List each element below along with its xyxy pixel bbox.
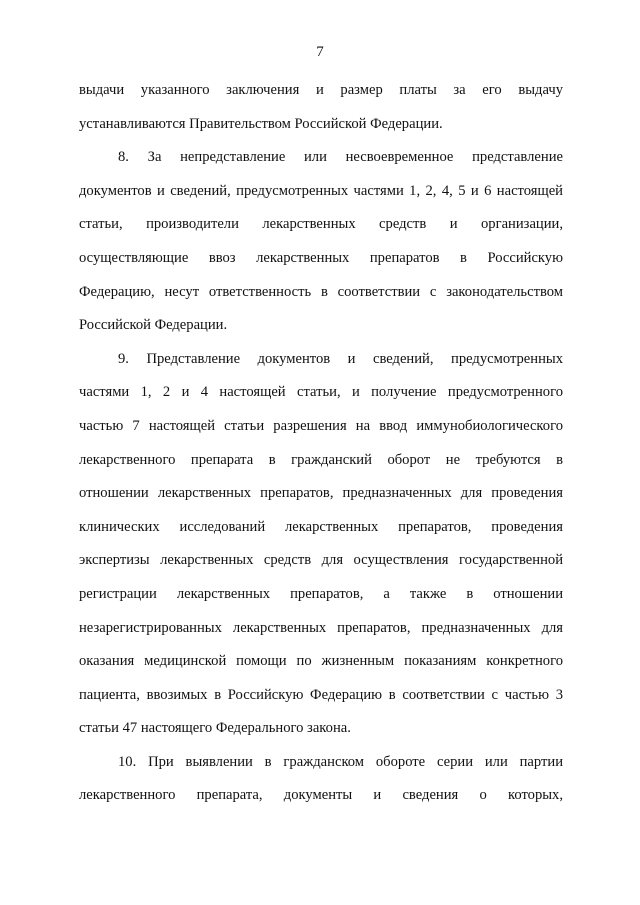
text-line: Российской Федерации. <box>79 317 228 334</box>
text-line: статьи, производители лекарственных средств и организации, <box>79 216 563 233</box>
text-line: незарегистрированных лекарственных препаратов, предназначенных для <box>79 619 563 636</box>
text-line: документов и сведений, предусмотренных частями 1, 2, 4, 5 и 6 настоящей <box>79 182 563 199</box>
text-line: регистрации лекарственных препаратов, а также в отношении <box>79 585 563 602</box>
text-line: Федерацию, несут ответственность в соответствии с законодательством <box>79 283 563 300</box>
text-line: экспертизы лекарственных средств для осуществления государственной <box>79 552 563 569</box>
text-line: оказания медицинской помощи по жизненным показаниям конкретного <box>79 653 563 670</box>
text-line: частями 1, 2 и 4 настоящей статьи, и получение предусмотренного <box>79 384 563 401</box>
page-number: 7 <box>316 44 324 60</box>
text-line: пациента, ввозимых в Российскую Федерацию в соответствии с частью 3 <box>79 686 563 703</box>
text-line: лекарственного препарата в гражданский оборот не требуются в <box>79 451 563 468</box>
text-line: выдачи указанного заключения и размер платы за его выдачу <box>79 82 563 98</box>
text-line: статьи 47 настоящего Федерального закона. <box>79 720 351 737</box>
text-line: частью 7 настоящей статьи разрешения на ввод иммунобиологического <box>79 417 563 434</box>
document-body <box>79 74 563 813</box>
text-line: лекарственного препарата, документы и сведения о которых, <box>79 787 563 804</box>
text-line: клинических исследований лекарственных препаратов, проведения <box>79 518 563 535</box>
text-line: 9. Представление документов и сведений, предусмотренных <box>118 350 563 367</box>
text-line: 10. При выявлении в гражданском обороте серии или партии <box>118 753 563 770</box>
text-line: осуществляющие ввоз лекарственных препаратов в Российскую <box>79 249 563 266</box>
text-line: устанавливаются Правительством Российской Федерации. <box>79 115 443 132</box>
text-line: отношении лекарственных препаратов, предназначенных для проведения <box>79 485 563 502</box>
text-line: 8. За непредставление или несвоевременное представление <box>118 149 563 166</box>
